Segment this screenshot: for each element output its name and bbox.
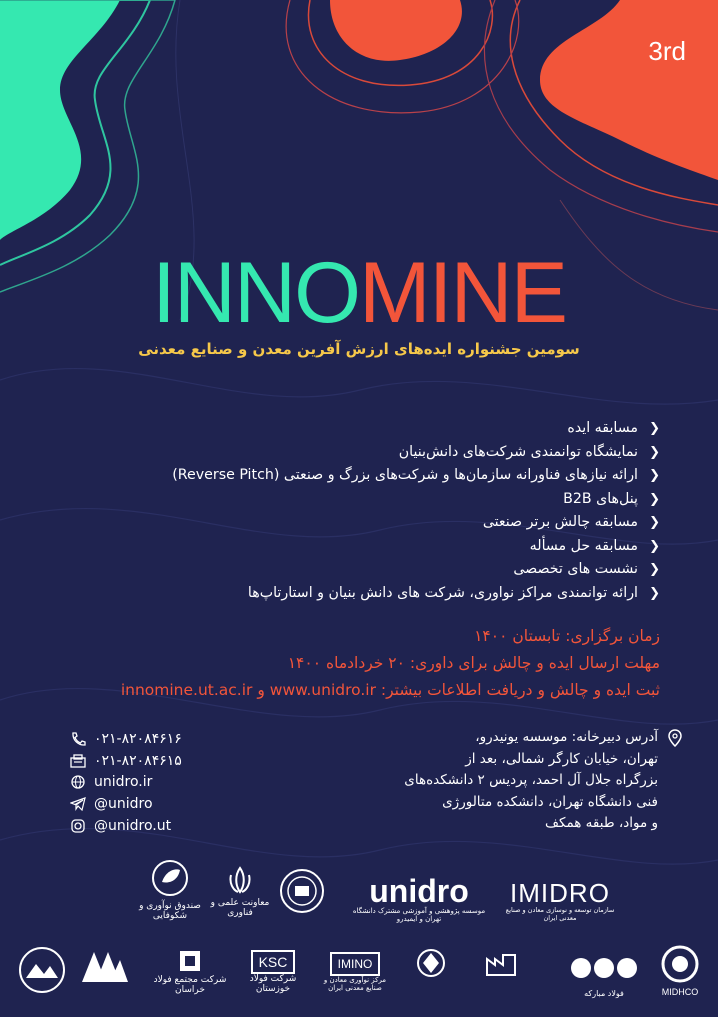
imino-logo: IMINO مرکز نوآوری معادن و صنایع معدنی ایران	[315, 952, 395, 992]
event-title	[0, 245, 718, 341]
registration-link[interactable]: ثبت ایده و چالش و دریافت اطلاعات بیشتر: www.unidro.ir و innomine.ut.ac.ir	[120, 681, 660, 699]
fmsc-mark-icon	[569, 950, 639, 986]
event-time: زمان برگزاری: تابستان ۱۴۰۰	[474, 627, 660, 645]
address-line: فنی دانشگاه تهران، دانشکده متالورژی	[442, 793, 658, 810]
title-part-mine: MINE	[359, 245, 566, 341]
mountain-seal-icon	[18, 946, 66, 994]
instagram-row[interactable]: @unidro.ut	[70, 816, 182, 838]
triangles-icon	[80, 948, 130, 984]
lion-emblem-icon	[411, 945, 451, 985]
instagram-icon	[70, 819, 86, 833]
agenda-item: ❮مسابقه ایده	[172, 417, 660, 441]
emblem-icon	[225, 865, 255, 895]
isfahan-steel-logo	[470, 945, 532, 988]
ksc-logo: KSC شرکت فولاد خوزستان	[238, 950, 308, 994]
title-part-inno: INNO	[152, 245, 359, 341]
triangle-company-logo	[80, 948, 130, 987]
contact-list	[70, 729, 182, 837]
chevron-left-icon: ❮	[649, 515, 660, 530]
unidro-logo: unidro موسسه پژوهشی و آموزشی مشترک دانشگاه تهران و ایمیدرو	[352, 873, 486, 923]
edition-label: 3rd	[648, 36, 686, 66]
mining-company-logo	[400, 945, 462, 988]
agenda-item: ❮نمایشگاه توانمندی شرکت‌های دانش‌بنیان	[172, 441, 660, 465]
imidro-logo: IMIDRO سازمان توسعه و نوسازی معادن و صنایع معدنی ایران	[505, 878, 615, 922]
address-line: تهران، خیابان کارگر شمالی، بعد از	[465, 750, 658, 767]
khorasan-steel-logo: شرکت مجتمع فولاد خراسان	[150, 950, 230, 995]
foolad-mobarakeh-logo: فولاد مبارکه	[560, 950, 648, 998]
chevron-left-icon: ❮	[649, 491, 660, 507]
secretariat-address	[388, 727, 658, 835]
agenda-list	[172, 417, 660, 605]
address-line: بزرگراه جلال آل احمد، پردیس ۲ دانشکده‌های	[404, 772, 658, 788]
agenda-item: ❮ارائه توانمندی مراکز نواوری، شرکت های دانش بنیان و استارتاپ‌ها	[172, 582, 660, 606]
chevron-left-icon: ❮	[649, 585, 660, 601]
fax-row[interactable]: ۰۲۱-۸۲۰۸۴۶۱۵	[70, 751, 182, 773]
factory-emblem-icon	[481, 945, 521, 985]
globe-icon	[70, 775, 86, 789]
university-tehran-logo	[278, 868, 326, 917]
agenda-item: ❮مسابقه حل مسأله	[172, 535, 660, 559]
innovation-fund-logo: صندوق نوآوری و شکوفایی	[130, 858, 210, 921]
agenda-item: ❮ارائه نیازهای فناورانه سازمان‌ها و شرکت‌های بزرگ و صنعتی (Reverse Pitch)	[172, 464, 660, 488]
website-row[interactable]: unidro.ir	[70, 772, 182, 794]
address-line: آدرس دبیرخانه: موسسه یونیدرو،	[475, 729, 658, 745]
chevron-left-icon: ❮	[649, 562, 660, 577]
phone-row[interactable]: ۰۲۱-۸۲۰۸۴۶۱۶	[70, 729, 182, 751]
address-line: و مواد، طبقه همکف	[545, 815, 658, 831]
agenda-item: ❮نشست های تخصصی	[172, 558, 660, 582]
agenda-item: ❮پنل‌های B2B	[172, 488, 660, 512]
chevron-left-icon: ❮	[649, 444, 660, 460]
chevron-left-icon: ❮	[649, 538, 660, 554]
leaf-icon	[148, 858, 192, 898]
telegram-row[interactable]: @unidro	[70, 794, 182, 816]
vp-science-logo: معاونت علمی و فناوری	[205, 865, 275, 918]
phone-icon	[70, 732, 86, 746]
fax-icon	[70, 754, 86, 768]
chevron-left-icon: ❮	[649, 421, 660, 436]
agenda-item: ❮مسابقه چالش برتر صنعتی	[172, 511, 660, 535]
event-info	[121, 623, 660, 704]
midhco-logo: MIDHCO	[650, 944, 710, 997]
location-pin-icon	[668, 729, 682, 747]
submission-deadline: مهلت ارسال ایده و چالش برای داوری: ۲۰ خردادماه ۱۴۰۰	[287, 654, 660, 672]
telegram-icon	[70, 797, 86, 811]
midhco-emblem-icon	[658, 944, 702, 984]
square-logo-icon	[179, 950, 201, 972]
event-subtitle: سومین جشنواره ایده‌های ارزش آفرین معدن و صنایع معدنی	[138, 340, 580, 358]
chevron-left-icon: ❮	[649, 468, 660, 483]
coal-company-logo	[18, 946, 66, 997]
university-seal-icon	[279, 868, 325, 914]
